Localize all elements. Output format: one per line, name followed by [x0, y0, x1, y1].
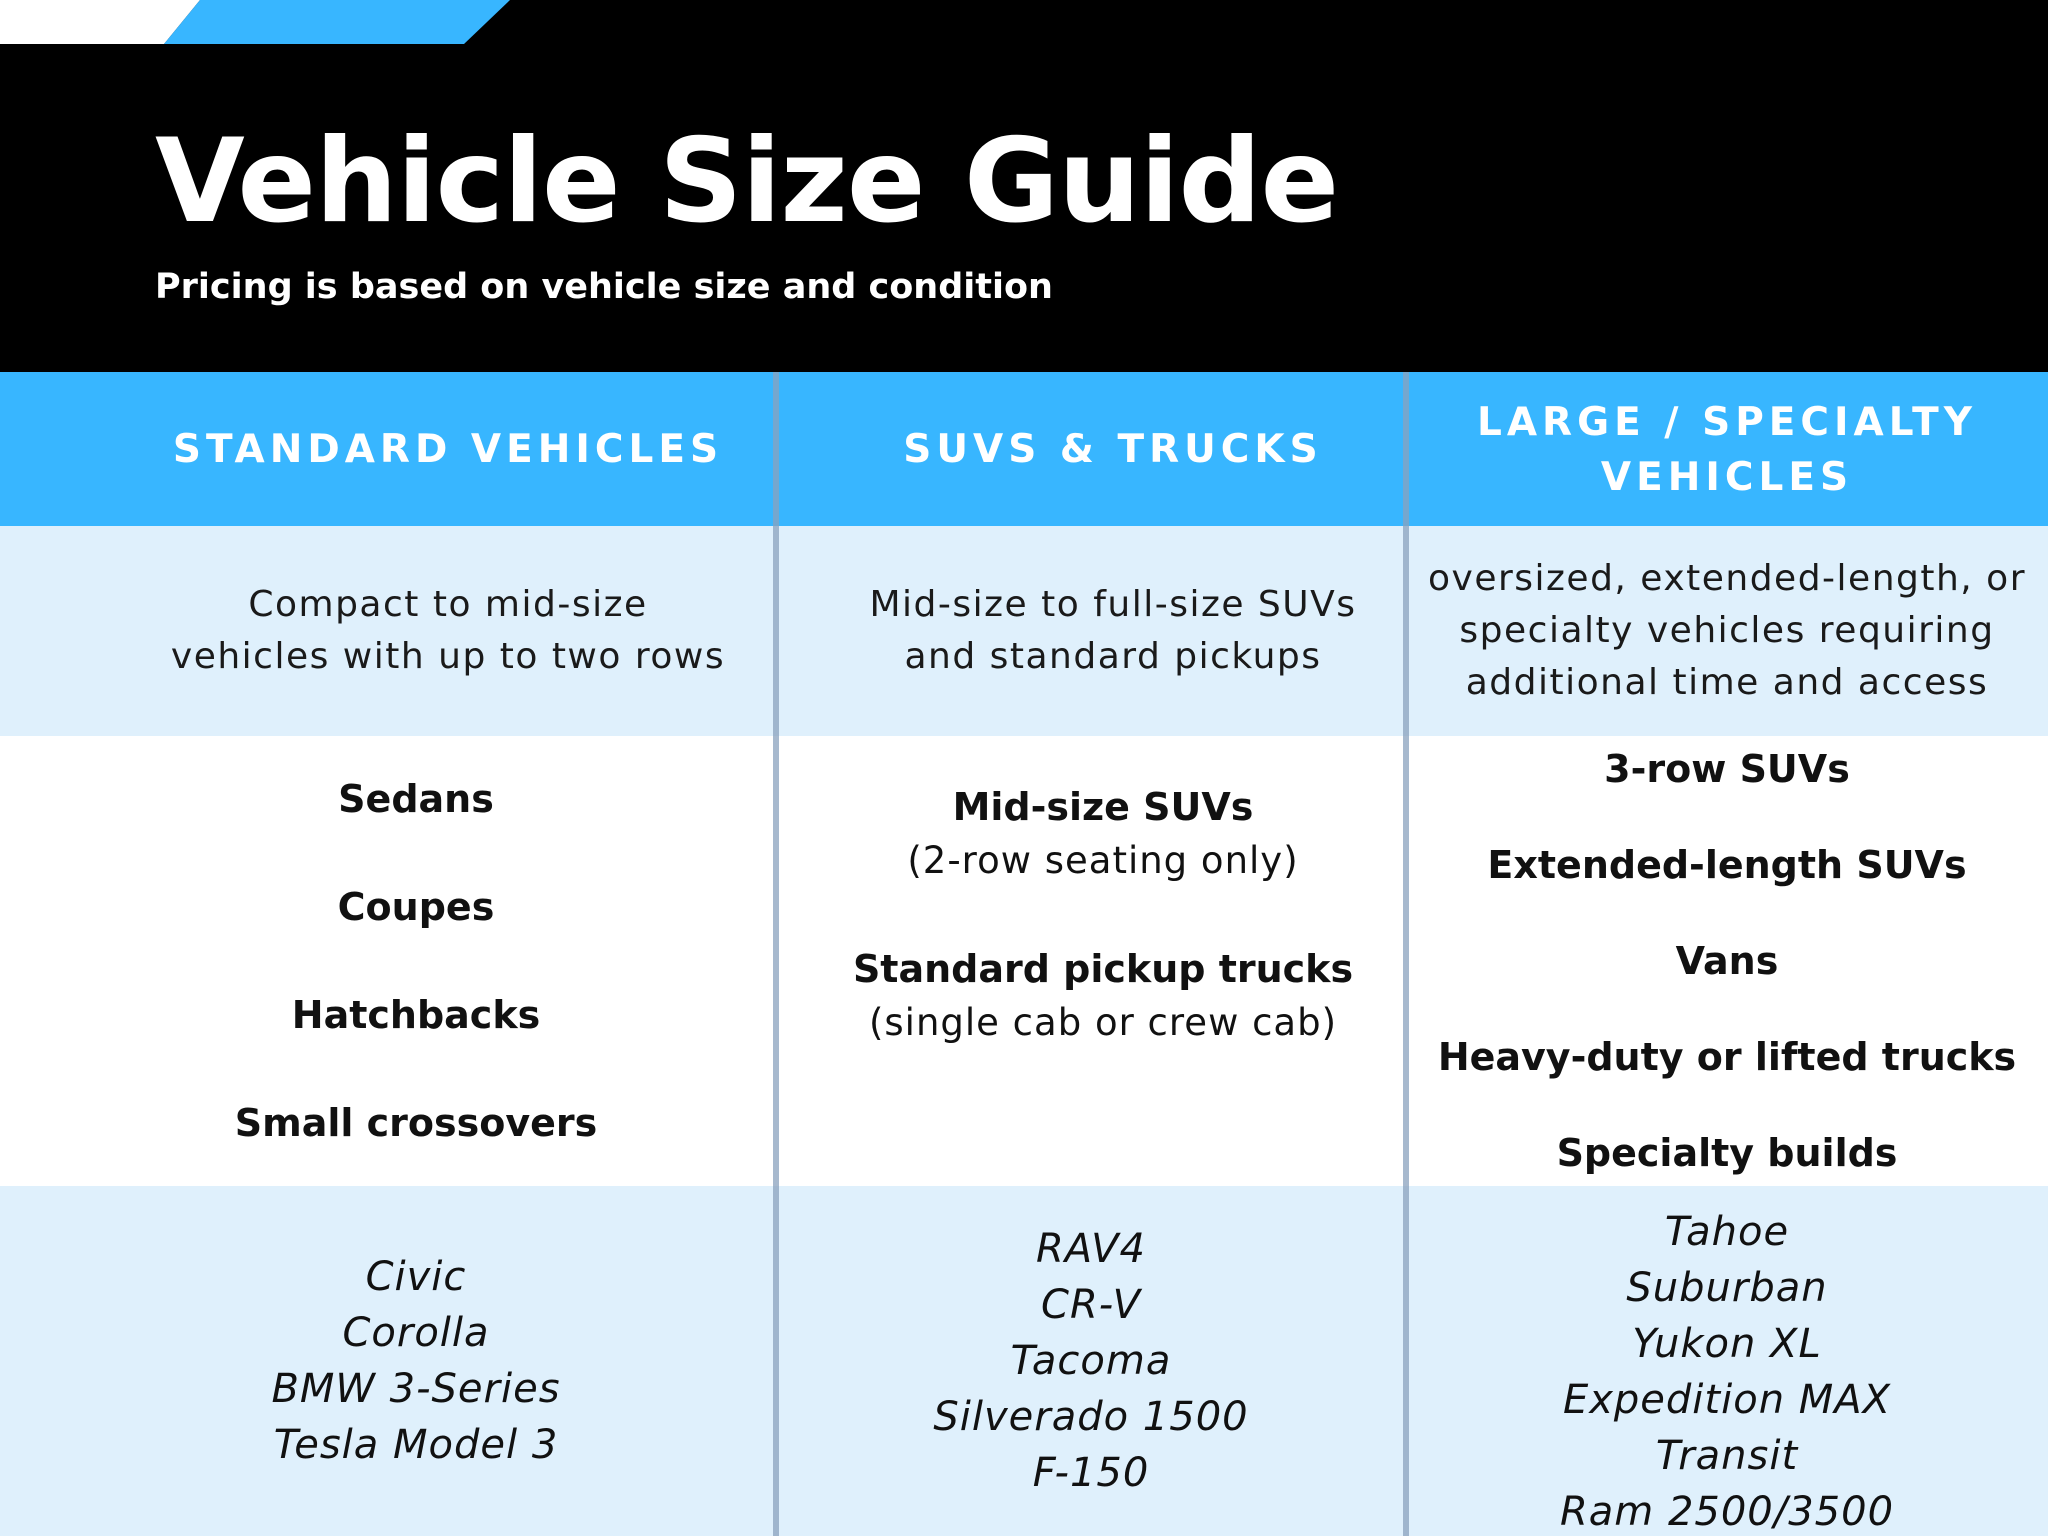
vehicle-type-note: (2-row seating only) [907, 839, 1299, 882]
example-model: F-150 [1032, 1450, 1150, 1496]
column-heading-suvs-trucks [776, 372, 1406, 526]
description-large-specialty [1406, 526, 2048, 736]
example-model: CR-V [1041, 1282, 1141, 1328]
example-model: Tahoe [1664, 1209, 1790, 1255]
heading-line: SUVS & TRUCKS [903, 426, 1323, 472]
examples-standard [0, 1186, 776, 1536]
description-line: oversized, extended-length, or [1427, 558, 2027, 599]
table-header-row [0, 372, 2048, 526]
column-heading-large-specialty [1406, 372, 2048, 526]
vehicle-type: Small crossovers [234, 1101, 598, 1145]
types-standard [0, 736, 776, 1186]
example-model: Tesla Model 3 [273, 1422, 559, 1468]
vehicle-type: Mid-size SUVs [952, 785, 1254, 829]
decorative-stripe [0, 0, 2048, 44]
vehicle-type: Sedans [338, 777, 494, 821]
example-model: Civic [365, 1254, 467, 1300]
examples-row [0, 1186, 2048, 1536]
description-line: Mid-size to full-size SUVs [869, 584, 1357, 625]
header-banner [0, 0, 2048, 372]
example-model: Tacoma [1010, 1338, 1172, 1384]
example-model: Corolla [342, 1310, 490, 1356]
example-model: BMW 3-Series [271, 1366, 561, 1412]
column-divider [773, 372, 779, 1536]
vehicle-type: Specialty builds [1556, 1131, 1898, 1175]
example-model: Ram 2500/3500 [1559, 1489, 1895, 1535]
example-model: Expedition MAX [1562, 1377, 1892, 1423]
heading-line: LARGE / SPECIALTY [1477, 400, 1977, 445]
example-model: Yukon XL [1632, 1321, 1822, 1367]
description-line: additional time and access [1465, 662, 1989, 703]
description-line: and standard pickups [904, 636, 1322, 677]
page-subtitle: Pricing is based on vehicle size and condition [155, 267, 1053, 307]
examples-large-specialty [1406, 1186, 2048, 1536]
vehicle-type: Hatchbacks [291, 993, 541, 1037]
column-heading-standard [0, 372, 776, 526]
vehicle-type-note: (single cab or crew cab) [868, 1001, 1338, 1044]
vehicle-types-row [0, 736, 2048, 1186]
vehicle-type: Standard pickup trucks [852, 947, 1354, 991]
types-large-specialty [1406, 736, 2048, 1186]
examples-suvs-trucks [776, 1186, 1406, 1536]
description-suvs-trucks [776, 526, 1406, 736]
example-model: RAV4 [1036, 1226, 1146, 1272]
types-suvs-trucks [776, 736, 1406, 1186]
description-line: vehicles with up to two rows [170, 636, 726, 677]
page-title: Vehicle Size Guide [155, 114, 1339, 249]
vehicle-type: 3-row SUVs [1604, 747, 1850, 791]
heading-line: STANDARD VEHICLES [172, 426, 724, 472]
description-line: Compact to mid-size [248, 584, 648, 625]
example-model: Suburban [1626, 1265, 1828, 1311]
heading-line: VEHICLES [1600, 455, 1854, 500]
vehicle-type: Heavy-duty or lifted trucks [1437, 1035, 2017, 1079]
vehicle-type: Coupes [337, 885, 495, 929]
example-model: Transit [1655, 1433, 1799, 1479]
column-divider [1403, 372, 1409, 1536]
size-guide-table [0, 372, 2048, 1536]
example-model: Silverado 1500 [933, 1394, 1249, 1440]
vehicle-type: Vans [1675, 939, 1779, 983]
vehicle-type: Extended-length SUVs [1487, 843, 1967, 887]
description-line: specialty vehicles requiring [1459, 610, 1995, 651]
description-standard [0, 526, 776, 736]
description-row [0, 526, 2048, 736]
